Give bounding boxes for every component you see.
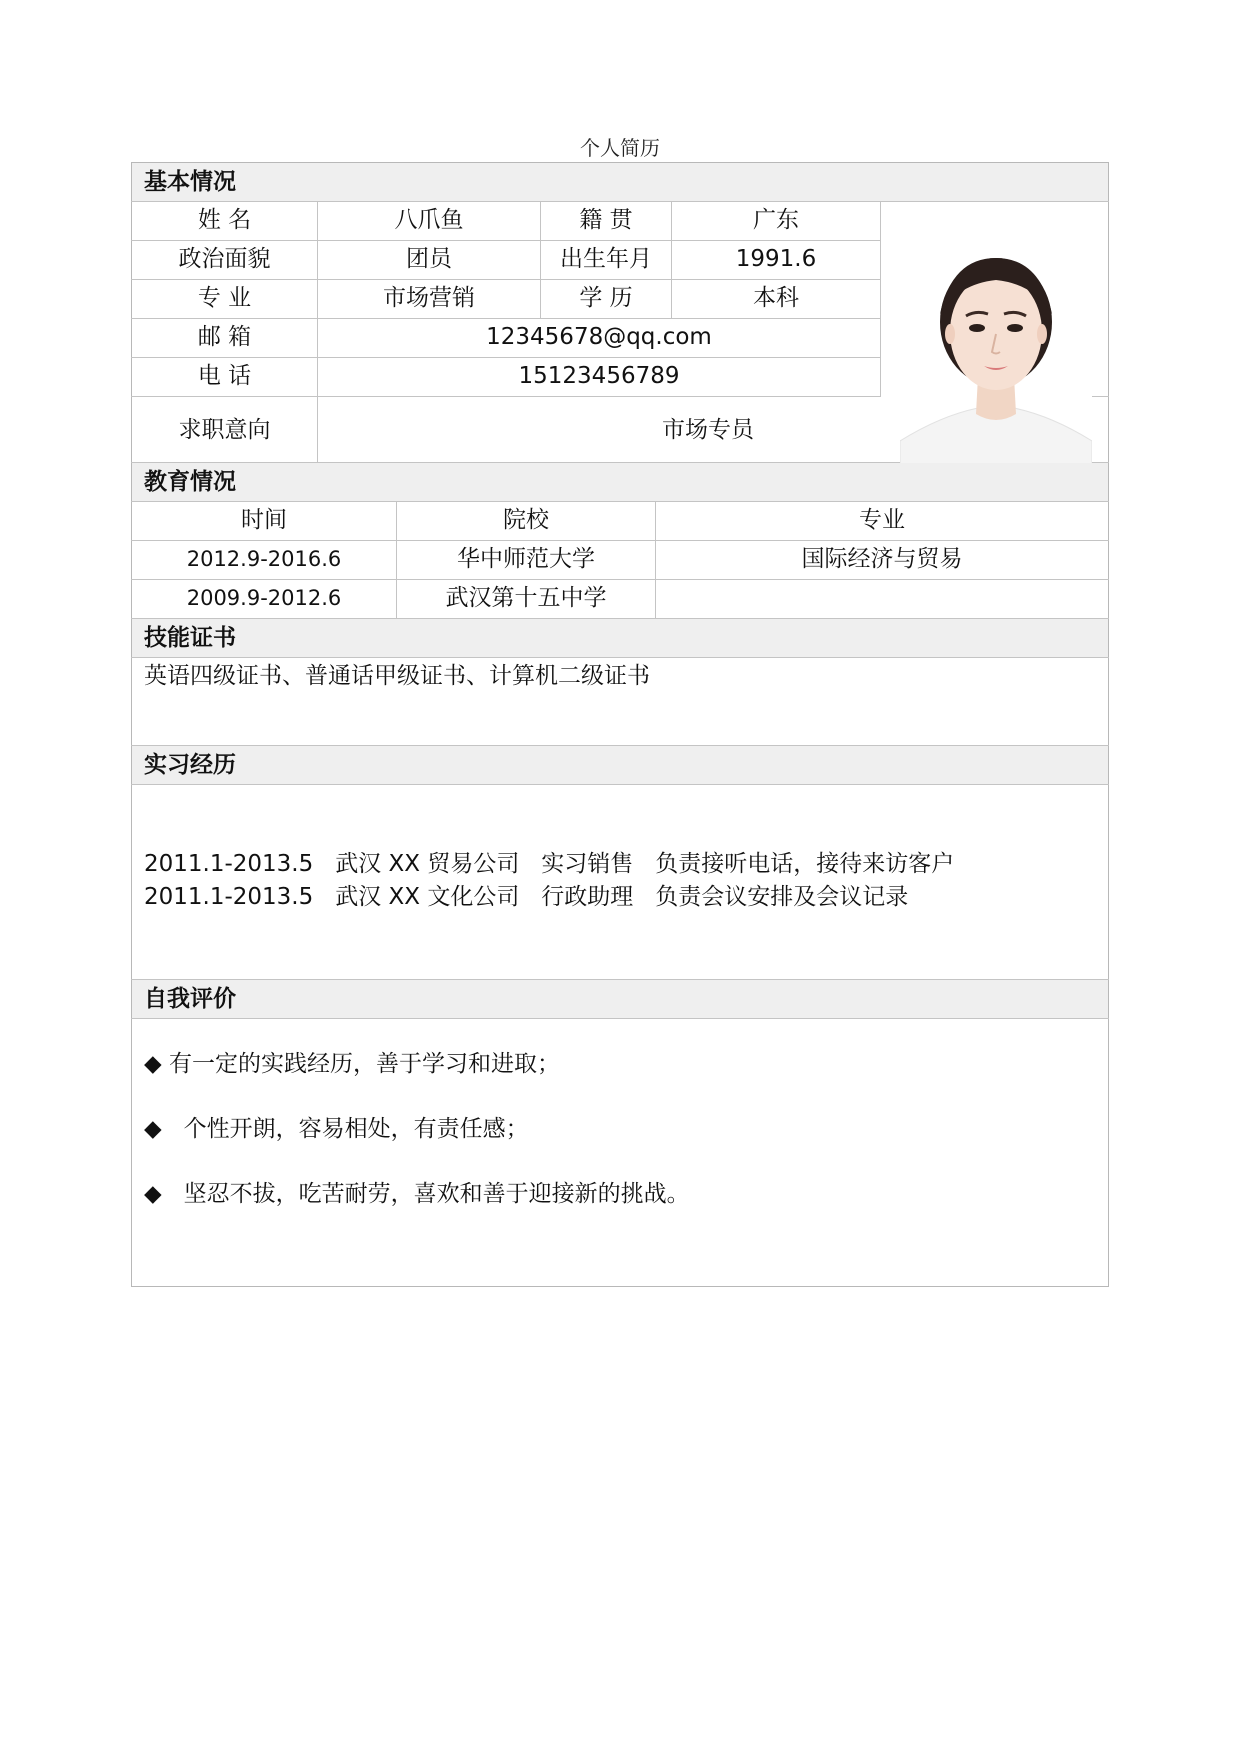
- internship-line: 2011.1-2013.5 武汉 XX 贸易公司 实习销售 负责接听电话，接待来访客户: [144, 851, 955, 877]
- edu-header-school: 院校: [503, 507, 549, 533]
- self-eval-item: ◆ 个性开朗，容易相处，有责任感；: [144, 1116, 529, 1142]
- section-internship-heading: 实习经历: [132, 746, 1108, 784]
- edu-row-major: 国际经济与贸易: [801, 546, 963, 572]
- objective-label: 求职意向: [178, 417, 271, 443]
- hometown-label: 籍 贯: [579, 207, 633, 233]
- email-label: 邮 箱: [197, 324, 252, 350]
- document-title: 个人简历: [580, 136, 660, 160]
- edu-header-time: 时间: [241, 507, 287, 533]
- email-value: 12345678@qq.com: [486, 324, 712, 350]
- political-value: 团员: [406, 246, 452, 272]
- name-value: 八爪鱼: [394, 207, 464, 233]
- phone-value: 15123456789: [518, 363, 680, 389]
- self-eval-item: ◆ 坚忍不拔，吃苦耐劳，喜欢和善于迎接新的挑战。: [144, 1181, 690, 1207]
- name-label: 姓 名: [197, 207, 252, 233]
- section-basic-heading: 基本情况: [132, 163, 1108, 201]
- skills-text: 英语四级证书、普通话甲级证书、计算机二级证书: [144, 663, 650, 689]
- political-label: 政治面貌: [178, 246, 271, 272]
- self-eval-item: ◆ 有一定的实践经历，善于学习和进取；: [144, 1051, 560, 1077]
- objective-value: 市场专员: [662, 417, 754, 443]
- edu-row-school: 武汉第十五中学: [445, 585, 607, 611]
- birth-label: 出生年月: [560, 246, 652, 272]
- section-education-heading: 教育情况: [132, 463, 1108, 501]
- edu-row-time: 2009.9-2012.6: [186, 586, 342, 610]
- section-self-eval-heading: 自我评价: [132, 980, 1108, 1018]
- major-value: 市场营销: [383, 285, 475, 311]
- degree-label: 学 历: [579, 285, 633, 311]
- edu-header-major: 专业: [859, 507, 905, 533]
- edu-row-time: 2012.9-2016.6: [186, 547, 342, 571]
- edu-row-school: 华中师范大学: [457, 546, 595, 572]
- section-skills-heading: 技能证书: [132, 619, 1108, 657]
- hometown-value: 广东: [753, 207, 799, 233]
- internship-line: 2011.1-2013.5 武汉 XX 文化公司 行政助理 负责会议安排及会议记录: [144, 884, 909, 910]
- phone-label: 电 话: [197, 363, 252, 389]
- major-label: 专 业: [197, 285, 252, 311]
- edu-row-major: [656, 579, 1108, 617]
- birth-value: 1991.6: [735, 246, 817, 272]
- degree-value: 本科: [753, 285, 799, 311]
- profile-photo: [900, 236, 1092, 480]
